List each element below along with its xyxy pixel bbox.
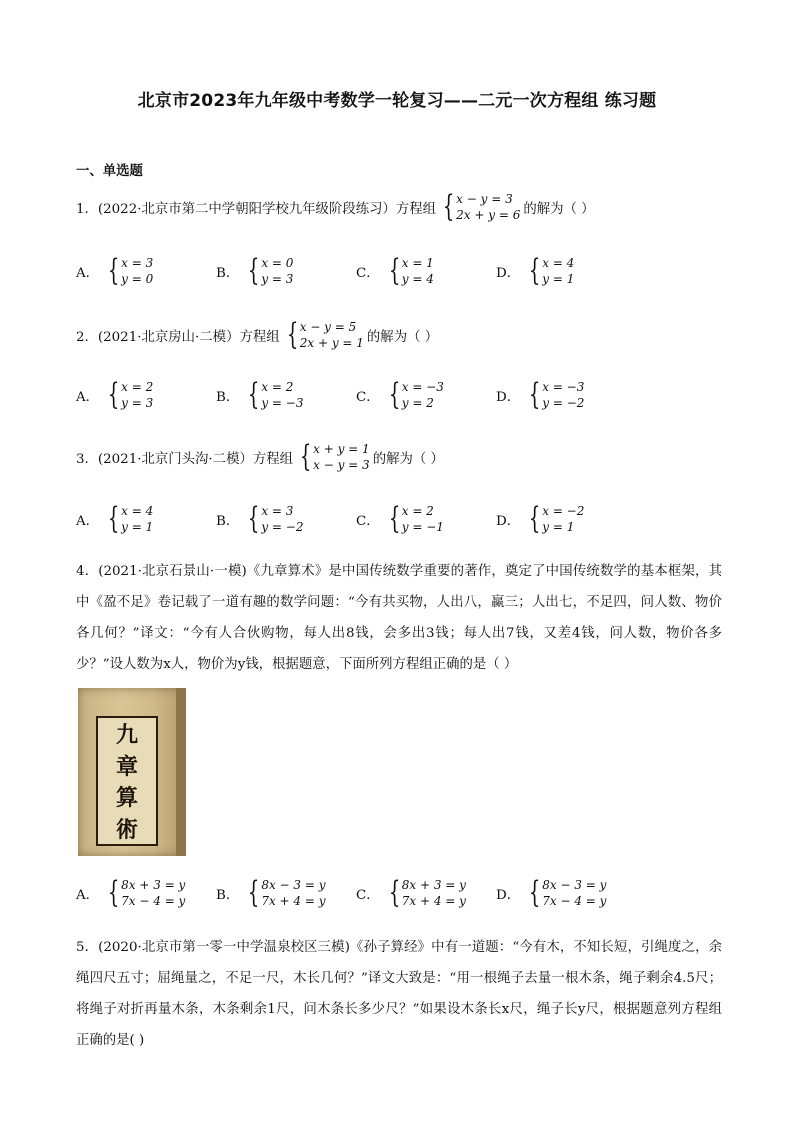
equation-system: { x + y = 1 x − y = 3 — [299, 439, 370, 474]
brace-icon: { — [528, 253, 541, 288]
option-a[interactable]: A． { x = 4 y = 1 — [76, 501, 154, 536]
question-5-stem: 5．(2020·北京市第一零一中学温泉校区三模)《孙子算经》中有一道题：“今有木，不知长短，引绳度之，余绳四尺五寸；屈绳量之，不足一尺，木长几何？”译文大致是：“用一根绳子去量一根木条，绳子剩余4.5尺；将绳子对折再量木条，木条剩余1尺，问木条长多少尺？”如果设木条长x尺，绳子长y尺，根据题意列方程组正确的是( ) — [76, 940, 722, 1048]
question-2-options — [76, 378, 716, 412]
option-d[interactable]: D． { x = −2 y = 1 — [496, 501, 585, 536]
question-3-options — [76, 502, 716, 536]
brace-icon: { — [248, 253, 260, 288]
brace-icon: { — [286, 317, 298, 352]
question-1-stem: 1．(2022·北京市第二中学朝阳学校九年级阶段练习）方程组 — [76, 201, 437, 217]
book-title-label: 九 章 算 術 — [96, 716, 158, 846]
brace-icon: { — [388, 875, 400, 910]
option-a[interactable]: A． { x = 3 y = 0 — [76, 253, 154, 288]
brace-icon: { — [528, 501, 541, 536]
brace-icon: { — [388, 253, 400, 288]
option-c[interactable]: C． { x = 1 y = 4 — [356, 253, 434, 288]
option-c[interactable]: C． { x = −3 y = 2 — [356, 377, 444, 412]
brace-icon: { — [442, 189, 455, 224]
brace-icon: { — [528, 875, 541, 910]
option-c[interactable]: C． { x = 2 y = −1 — [356, 501, 444, 536]
question-3-stem: 3．(2021·北京门头沟·二模）方程组 — [76, 451, 294, 467]
option-c[interactable]: C． { 8x + 3 = y 7x + 4 = y — [356, 875, 466, 910]
question-1-options — [76, 254, 716, 288]
brace-icon: { — [299, 439, 312, 474]
question-4-stem: 4．(2021·北京石景山·一模)《九章算术》是中国传统数学重要的著作，奠定了中国传统数学的基本框架，其中《盈不足》卷记载了一道有趣的数学问题：“今有共买物，人出八，赢三；人出七，不足四，问人数、物价各几何？”译文：“今有人合伙购物，每人出8钱，会多出3钱；每人出7钱，又差4钱，问人数，物价各多少？”设人数为x人，物价为y钱，根据题意，下面所列方程组正确的是（ ） — [76, 564, 722, 672]
question-2-stem: 2．(2021·北京房山·二模）方程组 — [76, 329, 280, 345]
brace-icon: { — [107, 501, 120, 536]
question-4-options — [76, 876, 716, 910]
option-a[interactable]: A． { x = 2 y = 3 — [76, 377, 154, 412]
equation-system: { x − y = 5 2x + y = 1 — [286, 317, 364, 352]
brace-icon: { — [107, 377, 120, 412]
brace-icon: { — [528, 377, 541, 412]
option-b[interactable]: B． { x = 3 y = −2 — [216, 501, 304, 536]
brace-icon: { — [107, 875, 120, 910]
question-3: 3．(2021·北京门头沟·二模）方程组 { x + y = 1 x − y = 3 的解为（ ） — [76, 439, 444, 474]
section-heading: 一、单选题 — [76, 164, 143, 179]
brace-icon: { — [248, 875, 260, 910]
brace-icon: { — [388, 501, 400, 536]
option-a[interactable]: A． { 8x + 3 = y 7x − 4 = y — [76, 875, 186, 910]
equation-system: { x − y = 3 2x + y = 6 — [442, 189, 521, 224]
option-b[interactable]: B． { x = 0 y = 3 — [216, 253, 294, 288]
question-2: 2．(2021·北京房山·二模）方程组 { x − y = 5 2x + y = 1 的解为（ ） — [76, 317, 439, 352]
option-d[interactable]: D． { x = 4 y = 1 — [496, 253, 575, 288]
brace-icon: { — [248, 377, 260, 412]
option-b[interactable]: B． { 8x − 3 = y 7x + 4 = y — [216, 875, 326, 910]
option-d[interactable]: D． { x = −3 y = −2 — [496, 377, 585, 412]
brace-icon: { — [388, 377, 400, 412]
question-1: 1．(2022·北京市第二中学朝阳学校九年级阶段练习）方程组 { x − y = 3 2x + y = 6 的解为（ ） — [76, 189, 595, 224]
option-b[interactable]: B． { x = 2 y = −3 — [216, 377, 304, 412]
option-d[interactable]: D． { 8x − 3 = y 7x − 4 = y — [496, 875, 607, 910]
brace-icon: { — [248, 501, 260, 536]
brace-icon: { — [107, 253, 120, 288]
book-cover-image — [78, 688, 186, 856]
page-title: 北京市2023年九年级中考数学一轮复习——二元一次方程组 练习题 — [137, 91, 657, 111]
